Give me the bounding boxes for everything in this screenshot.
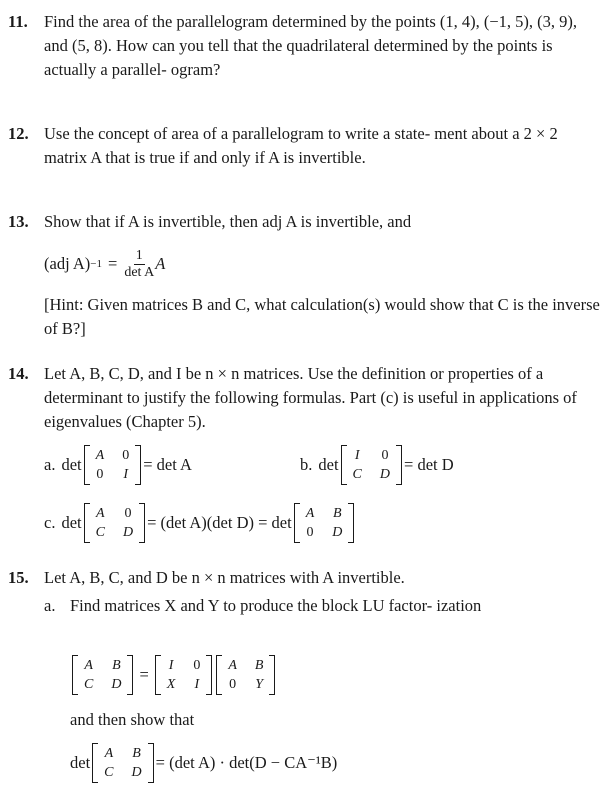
formula-middle: = (det A)(det D) = det xyxy=(147,513,292,532)
matrix-entry: C xyxy=(84,677,94,692)
matrix-lu-upper xyxy=(216,655,275,695)
problem-14 xyxy=(4,362,604,434)
matrix-entry: I xyxy=(354,448,360,463)
matrix-entry: D xyxy=(332,525,343,540)
fraction-numerator: 1 xyxy=(135,247,143,263)
part-label: a. xyxy=(44,455,56,474)
matrix-entry: B xyxy=(132,746,141,761)
formula-14b xyxy=(300,440,454,490)
matrix-entry: B xyxy=(333,506,342,521)
matrix-entry: 0 xyxy=(381,448,389,463)
part-text: Find matrices X and Y to produce the block LU factor- ization xyxy=(70,596,482,615)
fraction-denominator: det A xyxy=(124,264,155,280)
matrix-lu-lower xyxy=(155,655,213,695)
matrix-entry: A xyxy=(104,746,114,761)
matrix-entry: A xyxy=(305,506,315,521)
matrix-lu-lhs xyxy=(72,655,133,695)
problem-text: Let A, B, C, and D be n × n matrices with A invertible. xyxy=(44,568,405,587)
problem-text: Show that if A is invertible, then adj A is invertible, and xyxy=(44,212,412,231)
formula-rhs: = det A xyxy=(143,455,192,474)
problem-15a xyxy=(44,594,554,618)
matrix-entry: A xyxy=(95,448,105,463)
matrix-entry: C xyxy=(95,525,105,540)
matrix-14c-right xyxy=(294,503,355,543)
matrix-entry: Y xyxy=(255,677,264,692)
block-lu-equation xyxy=(70,650,277,700)
matrix-entry: D xyxy=(131,765,142,780)
equation-rhs: A xyxy=(155,254,166,273)
then-show-text: and then show that xyxy=(70,710,195,729)
problem-12 xyxy=(4,122,604,170)
adjugate-inverse-equation: (adj A) −1 = $\frac{1}{\text{det A}}$ A xyxy=(44,247,166,280)
matrix-entry: A xyxy=(84,658,93,673)
matrix-entry: D xyxy=(111,677,122,692)
formula-14c xyxy=(44,498,356,548)
problem-15 xyxy=(4,566,604,590)
equals-sign: = xyxy=(139,665,149,684)
problem-text: Find the area of the parallelogram determined by the points (1, 4), (−1, 5), (3, 9), and (5, 8). How can you tell that the quadrilateral determined by the points is actually a parallel- ogram? xyxy=(44,12,578,79)
matrix-block-det xyxy=(92,743,153,783)
matrix-entry: C xyxy=(352,467,362,482)
matrix-entry: 0 xyxy=(122,448,130,463)
det-label: det xyxy=(318,455,339,474)
problem-text: Let A, B, C, D, and I be n × n matrices. Use the definition or properties of a determinant to justify the following formulas. Part (c) is useful in applications of eigenvalues (Chapter 5). xyxy=(44,364,577,431)
matrix-entry: D xyxy=(122,525,134,540)
problem-text: Use the concept of area of a parallelogram to write a state- ment about a 2 × 2 matrix A that is true if and only if A is invertible. xyxy=(44,124,558,167)
det-label: det xyxy=(61,455,82,474)
matrix-entry: B xyxy=(254,658,264,673)
det-label: det xyxy=(61,513,82,532)
part-label: b. xyxy=(300,455,313,474)
part-label: c. xyxy=(44,513,56,532)
problem-number: 11. xyxy=(8,12,28,31)
matrix-entry: A xyxy=(96,506,105,521)
matrix-entry: I xyxy=(168,658,174,673)
problem-number: 12. xyxy=(8,124,29,143)
matrix-entry: 0 xyxy=(193,658,201,673)
matrix-entry: I xyxy=(194,677,200,692)
problem-13 xyxy=(4,210,604,234)
part-label: a. xyxy=(44,596,56,615)
matrix-entry: 0 xyxy=(229,677,237,692)
equation-lhs: (adj A) xyxy=(44,254,91,273)
matrix-entry: D xyxy=(379,467,391,482)
equals-sign: = xyxy=(108,254,118,273)
matrix-entry: A xyxy=(228,658,237,673)
fraction xyxy=(124,248,154,281)
matrix-entry: I xyxy=(123,467,129,482)
formula-rhs: = det D xyxy=(404,455,454,474)
matrix-entry: 0 xyxy=(96,467,104,482)
problem-11 xyxy=(4,10,604,82)
matrix-entry: B xyxy=(112,658,121,673)
matrix-14b xyxy=(341,445,402,485)
problem-number: 13. xyxy=(8,212,29,231)
matrix-entry: X xyxy=(166,677,176,692)
problem-13-hint: [Hint: Given matrices B and C, what calculation(s) would show that C is the inverse of B?] xyxy=(44,295,600,338)
matrix-entry: 0 xyxy=(124,506,132,521)
block-determinant-formula xyxy=(70,738,337,788)
formula-rhs: = (det A) · det(D − CA⁻¹B) xyxy=(155,753,338,772)
det-label: det xyxy=(70,753,91,772)
problem-number: 14. xyxy=(8,364,29,383)
matrix-14a xyxy=(84,445,142,485)
problem-number: 15. xyxy=(8,568,29,587)
matrix-entry: C xyxy=(104,765,114,780)
matrix-entry: 0 xyxy=(306,525,314,540)
matrix-14c-left xyxy=(84,503,145,543)
formula-14a xyxy=(44,440,192,490)
